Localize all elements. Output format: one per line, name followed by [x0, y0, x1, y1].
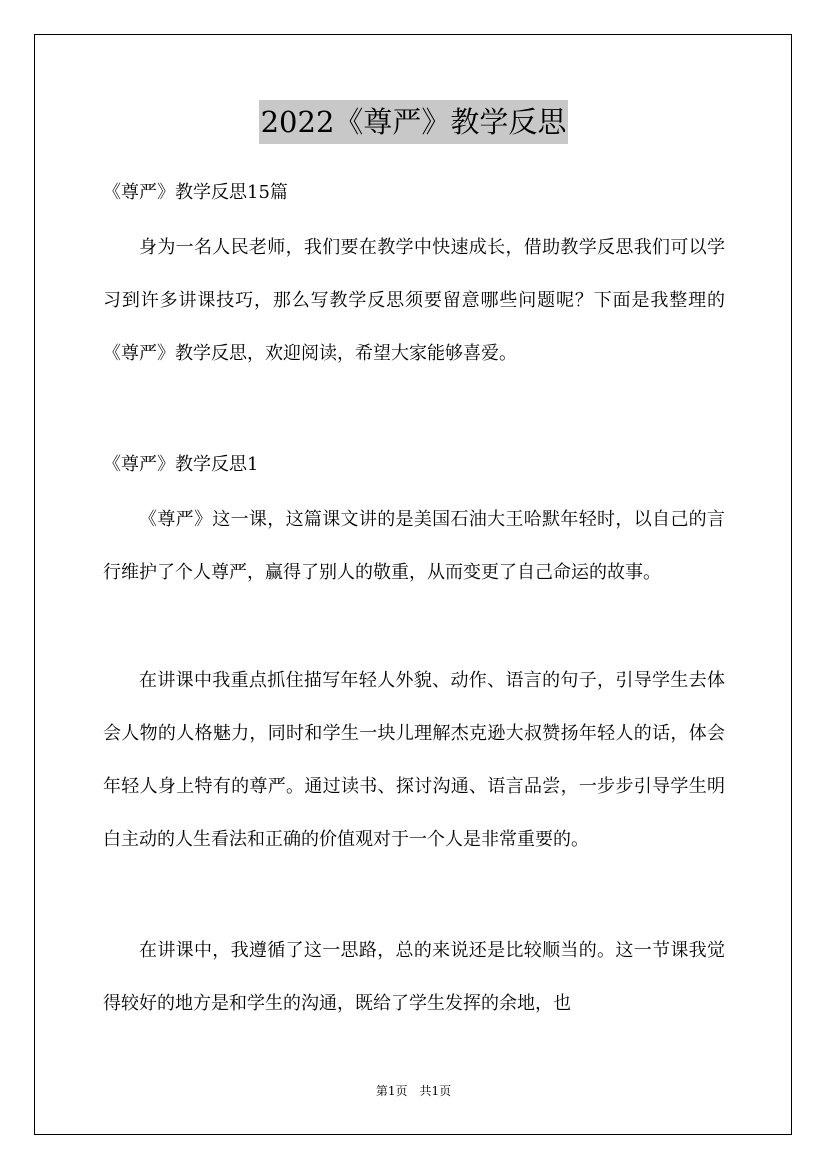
intro-paragraph: 身为一名人民老师，我们要在教学中快速成长，借助教学反思我们可以学习到许多讲课技巧，那么写教学反思须要留意哪些问题呢？下面是我整理的《尊严》教学反思，欢迎阅读，希望大家能够喜爱。 [103, 237, 725, 364]
paragraph-1: 《尊严》这一课，这篇课文讲的是美国石油大王哈默年轻时，以自己的言行维护了个人尊严，赢得了别人的敬重，从而变更了自己命运的故事。 [103, 509, 725, 583]
document-title [0, 100, 827, 144]
document-subtitle: 《尊严》教学反思15篇 [103, 182, 288, 203]
paragraph-2: 在讲课中我重点抓住描写年轻人外貌、动作、语言的句子，引导学生去体会人物的人格魅力，同时和学生一块儿理解杰克逊大叔赞扬年轻人的话，体会年轻人身上特有的尊严。通过读书、探讨沟通、语言品尝，一步步引导学生明白主动的人生看法和正确的价值观对于一个人是非常重要的。 [103, 670, 725, 850]
section-heading: 《尊严》教学反思1 [103, 454, 259, 475]
paragraph-3: 在讲课中，我遵循了这一思路，总的来说还是比较顺当的。这一节课我觉得较好的地方是和学生的沟通，既给了学生发挥的余地，也 [103, 940, 725, 1014]
page-footer: 第1页 共1页 [375, 1084, 452, 1098]
title-text: 2022《尊严》教学反思 [259, 100, 569, 144]
